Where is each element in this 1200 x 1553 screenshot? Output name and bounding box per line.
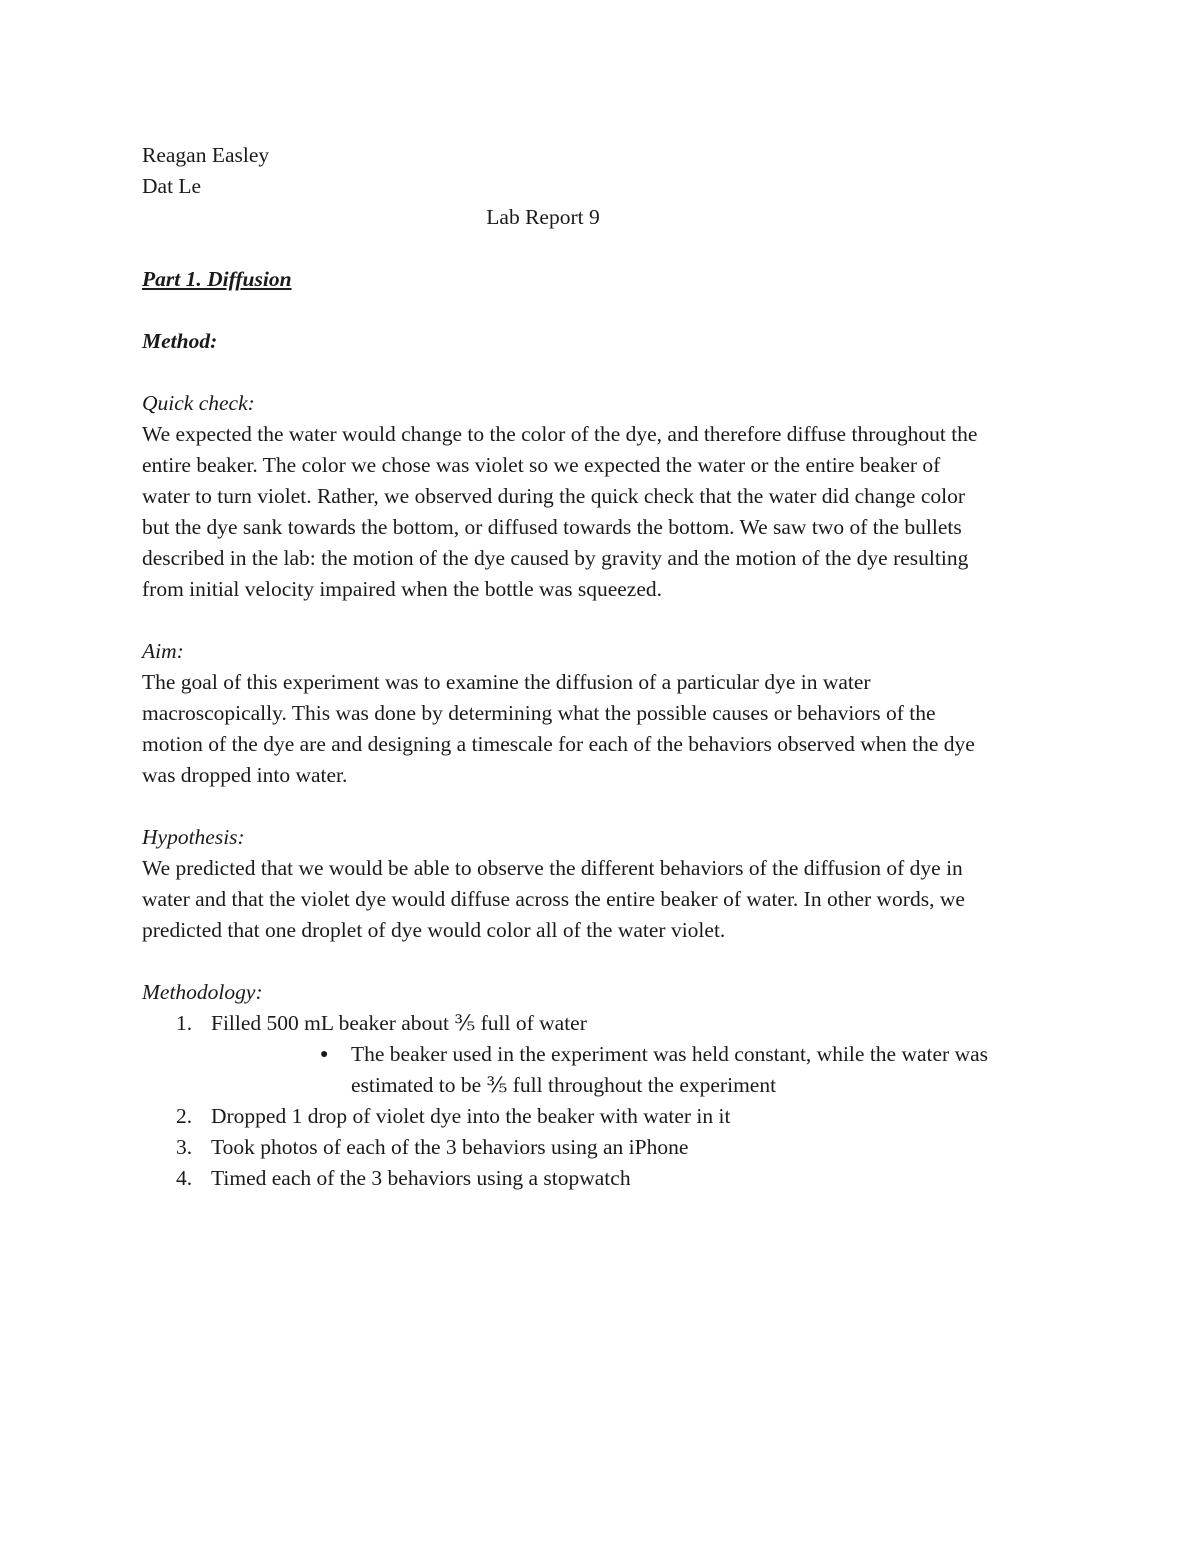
- bullet-icon: ●: [320, 1047, 329, 1062]
- list-number: 3.: [176, 1135, 193, 1159]
- aim-heading: Aim:: [142, 639, 184, 663]
- author-name-2: Dat Le: [142, 174, 202, 198]
- author-name-1: Reagan Easley: [142, 143, 270, 167]
- methodology-heading: Methodology:: [142, 980, 263, 1004]
- paragraph-line: from initial velocity impaired when the bottle was squeezed.: [142, 577, 663, 601]
- paragraph-line: We predicted that we would be able to observe the different behaviors of the diffusion of dye in: [142, 856, 963, 880]
- report-title: Lab Report 9: [486, 205, 600, 229]
- list-item: [142, 1008, 1072, 1101]
- sub-list-item-text: The beaker used in the experiment was held constant, while the water was: [351, 1042, 989, 1066]
- sub-list-item-text: estimated to be ⅗ full throughout the experiment: [351, 1073, 777, 1097]
- paragraph-line: We expected the water would change to the color of the dye, and therefore diffuse throughout the: [142, 422, 978, 446]
- method-heading: Method:: [142, 329, 218, 353]
- paragraph-line: motion of the dye are and designing a timescale for each of the behaviors observed when the dye: [142, 732, 975, 756]
- paragraph-line: macroscopically. This was done by determining what the possible causes or behaviors of the: [142, 701, 936, 725]
- paragraph-line: was dropped into water.: [142, 763, 348, 787]
- paragraph-line: The goal of this experiment was to examine the diffusion of a particular dye in water: [142, 670, 871, 694]
- hypothesis-paragraph: [142, 853, 1072, 946]
- aim-paragraph: [142, 667, 1072, 791]
- list-number: 2.: [176, 1104, 193, 1128]
- paragraph-line: but the dye sank towards the bottom, or diffused towards the bottom. We saw two of the bullets: [142, 515, 962, 539]
- sub-bullet-list: [211, 1039, 1072, 1101]
- list-item-text: Dropped 1 drop of violet dye into the beaker with water in it: [211, 1104, 731, 1128]
- list-item: [142, 1101, 1072, 1132]
- list-number: 4.: [176, 1166, 193, 1190]
- sub-list-item: [211, 1039, 1072, 1101]
- quick-check-heading: Quick check:: [142, 391, 255, 415]
- paragraph-line: predicted that one droplet of dye would color all of the water violet.: [142, 918, 726, 942]
- quick-check-paragraph: [142, 419, 1072, 605]
- part-heading: Part 1. Diffusion: [142, 267, 292, 291]
- paragraph-line: water and that the violet dye would diffuse across the entire beaker of water. In other words, we: [142, 887, 965, 911]
- hypothesis-heading: Hypothesis:: [142, 825, 245, 849]
- list-item-text: Took photos of each of the 3 behaviors using an iPhone: [211, 1135, 689, 1159]
- document-page: [142, 140, 1072, 1194]
- paragraph-line: entire beaker. The color we chose was violet so we expected the water or the entire beaker of: [142, 453, 941, 477]
- paragraph-line: described in the lab: the motion of the dye caused by gravity and the motion of the dye resulting: [142, 546, 969, 570]
- methodology-list: [142, 1008, 1072, 1194]
- paragraph-line: water to turn violet. Rather, we observed during the quick check that the water did change color: [142, 484, 966, 508]
- list-item-text: Filled 500 mL beaker about ⅗ full of water: [211, 1011, 587, 1035]
- list-item-text: Timed each of the 3 behaviors using a stopwatch: [211, 1166, 631, 1190]
- list-item: [142, 1132, 1072, 1163]
- list-number: 1.: [176, 1011, 193, 1035]
- list-item: [142, 1163, 1072, 1194]
